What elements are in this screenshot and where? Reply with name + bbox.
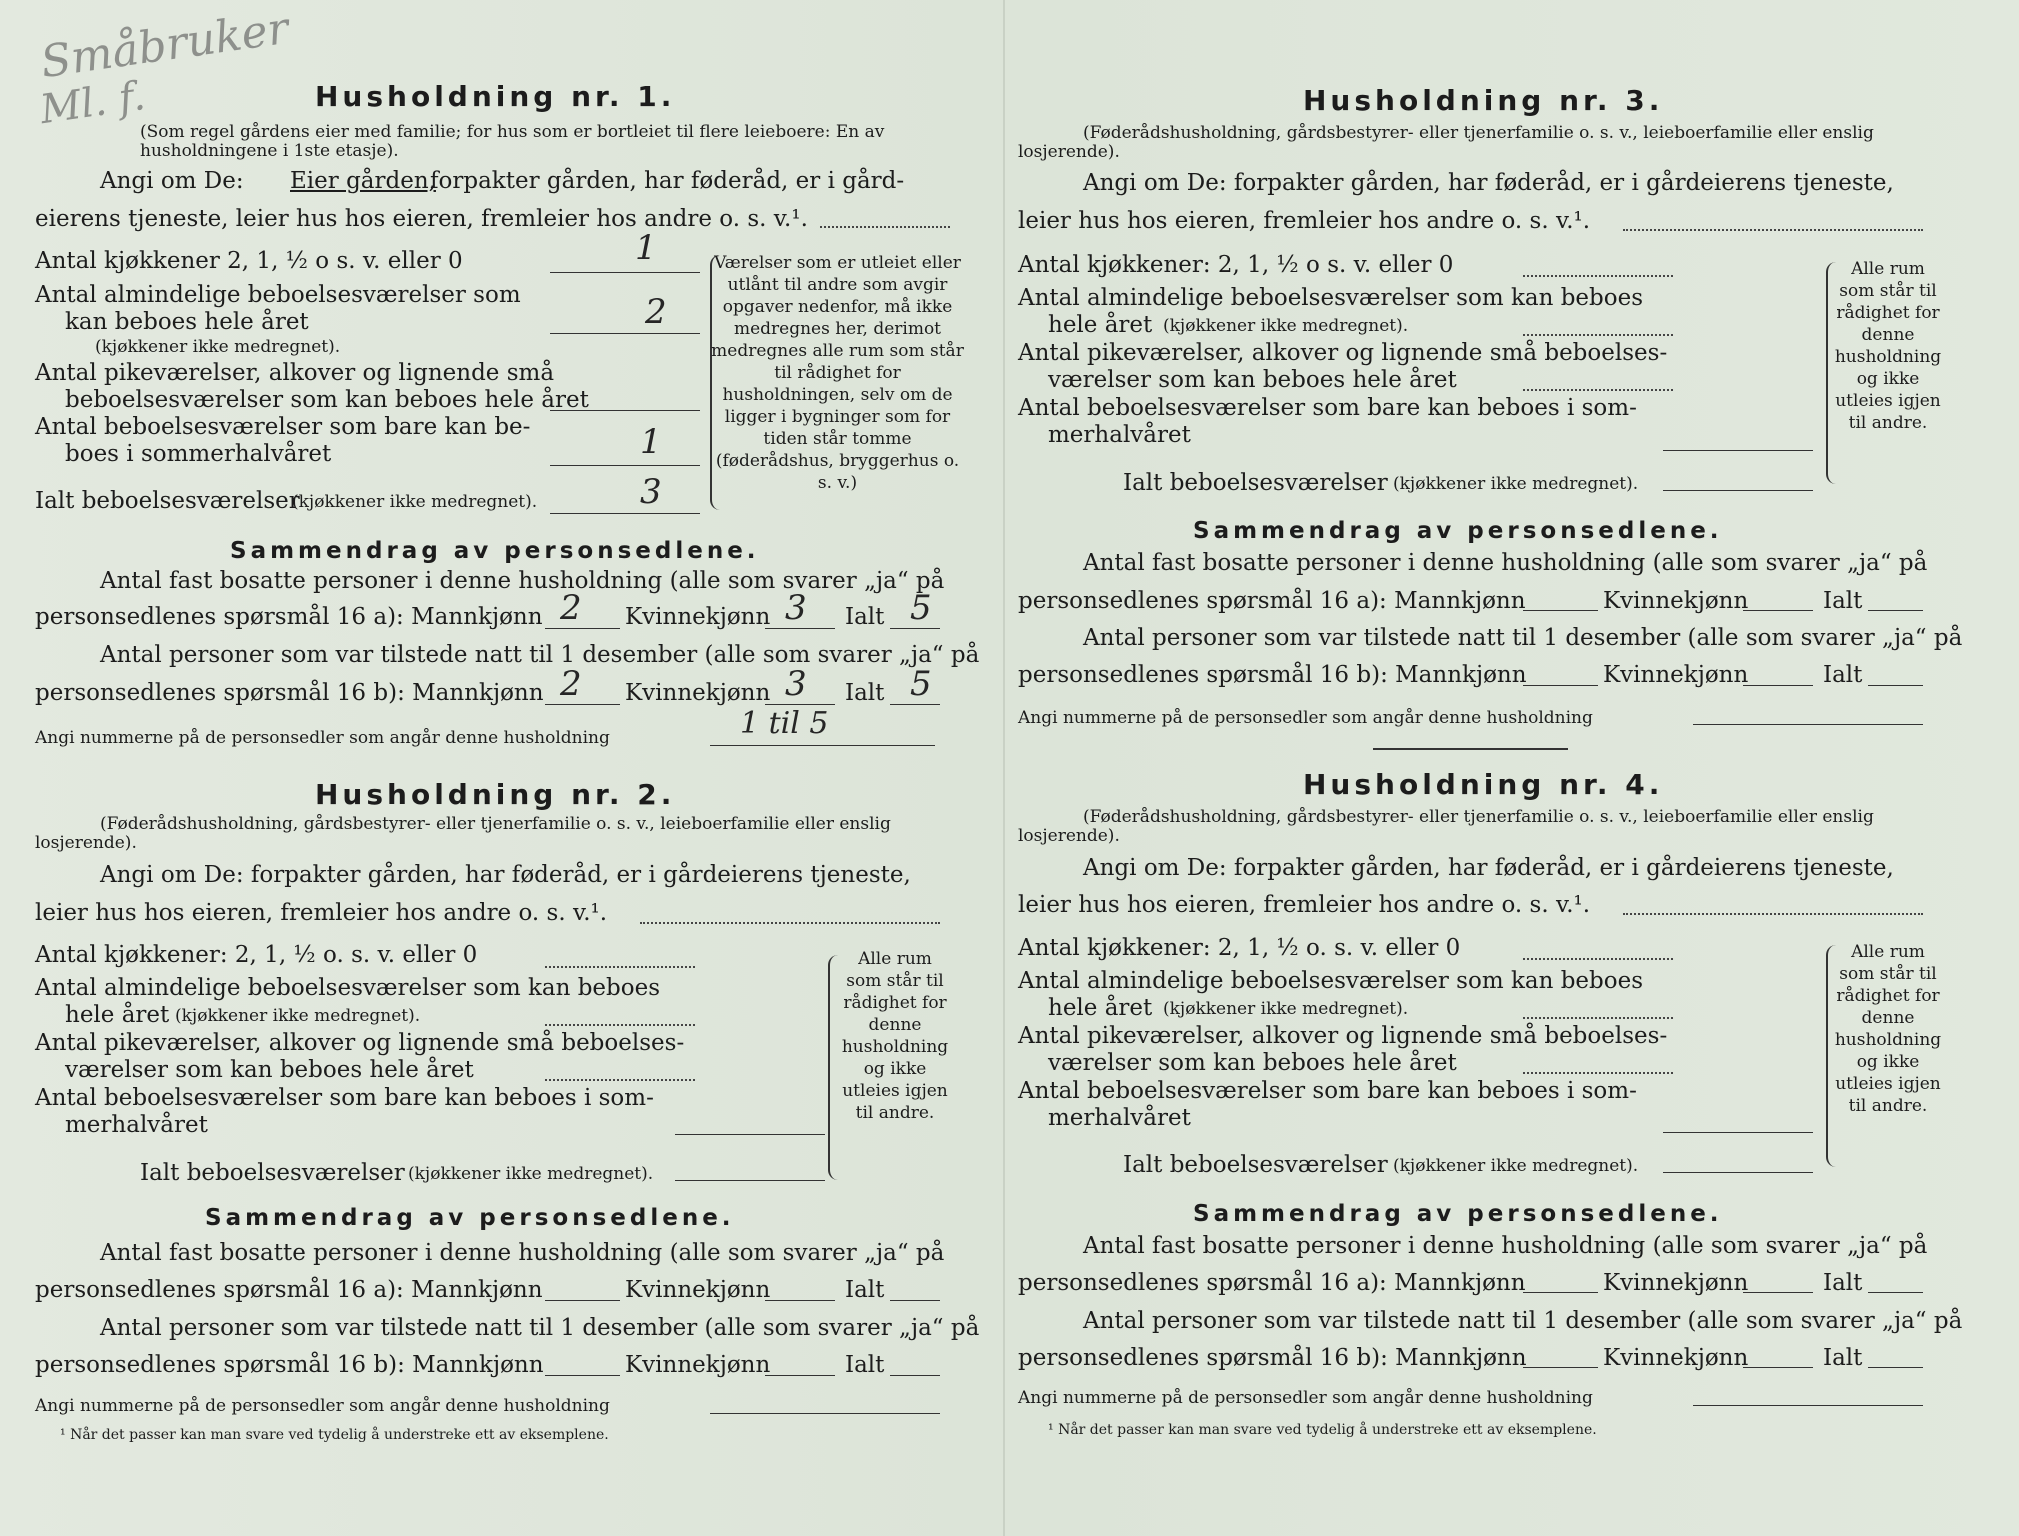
h4-footnote: ¹ Når det passer kan man svare ved tydelig å understreke ett av eksemplene. [1048, 1422, 1597, 1438]
h4-kjokken-line[interactable] [1523, 958, 1673, 960]
h4-fast-line1: Antal fast bosatte personer i denne husholdning (alle som svarer „ja“ på [1083, 1233, 1928, 1259]
h2-som-line1: Antal beboelsesværelser som bare kan beboes i som- [35, 1085, 654, 1111]
h1-alm-line2: kan beboes hele året [65, 309, 309, 335]
h2-alm-line[interactable] [545, 1024, 695, 1026]
h4-fast-line2: personsedlenes spørsmål 16 a): Mannkjønn [1018, 1270, 1526, 1296]
h1-til-m-line[interactable] [545, 704, 620, 705]
h2-angi-answer-line[interactable] [640, 922, 940, 924]
handwritten-stamp-code: Ml. f. [37, 72, 148, 134]
h4-alm-line1: Antal almindelige beboelsesværelser som kan beboes [1018, 968, 1644, 994]
h3-angi-line1: Angi om De: forpakter gården, har føderåd, er i gårdeierens tjeneste, [1083, 170, 1894, 196]
h3-fast-i-line[interactable] [1868, 610, 1923, 611]
h2-ialt-note: (kjøkkener ikke medregnet). [408, 1164, 654, 1184]
h3-kjokken-line[interactable] [1523, 275, 1673, 277]
h4-alm-line3: (kjøkkener ikke medregnet). [1163, 999, 1409, 1019]
h3-kjokken-label: Antal kjøkkener: 2, 1, ½ o s. v. eller 0 [1018, 252, 1454, 278]
h1-title: Husholdning nr. 1. [315, 80, 676, 113]
h1-som-line[interactable] [550, 465, 700, 466]
h1-til-i-line[interactable] [890, 704, 940, 705]
h4-sum-title: Sammendrag av personsedlene. [1193, 1201, 1723, 1227]
h4-side-note: Alle rum som står til rådighet for denne husholdning og ikke utleies igjen til andre. [1834, 942, 1942, 1116]
h1-til-i-value: 5 [910, 664, 932, 704]
h3-pike-line1: Antal pikeværelser, alkover og lignende små beboelses- [1018, 340, 1668, 366]
h4-angi-answer-line[interactable] [1623, 913, 1923, 915]
h3-ialt-line[interactable] [1663, 490, 1813, 491]
h4-til-m-line[interactable] [1523, 1367, 1598, 1368]
h1-fast-k-line[interactable] [765, 628, 835, 629]
h3-til-ialt: Ialt [1823, 662, 1863, 688]
h3-ialt-note: (kjøkkener ikke medregnet). [1393, 474, 1639, 494]
h1-fast-k-value: 3 [785, 588, 807, 628]
h2-fast-ialt: Ialt [845, 1277, 885, 1303]
h3-note: (Føderådshusholdning, gårdsbestyrer- eller tjenerfamilie o. s. v., leieboerfamilie eller enslig losjerende). [1018, 123, 1874, 162]
h1-angi-label: Angi om De: [100, 168, 244, 194]
h3-fast-k-line[interactable] [1743, 610, 1813, 611]
h4-fast-k-line[interactable] [1743, 1292, 1813, 1293]
h1-angi-line1: forpakter gården, har føderåd, er i gård- [430, 168, 905, 194]
h4-fast-m-line[interactable] [1523, 1292, 1598, 1293]
h1-til-m-value: 2 [560, 664, 582, 704]
h1-alm-line[interactable] [550, 333, 700, 334]
h1-alm-value: 2 [645, 292, 667, 332]
h3-til-k-line[interactable] [1743, 685, 1813, 686]
h1-num-line[interactable] [710, 745, 935, 746]
h4-pike-line1: Antal pikeværelser, alkover og lignende små beboelses- [1018, 1023, 1668, 1049]
h2-pike-line[interactable] [545, 1079, 695, 1081]
h1-sum-title: Sammendrag av personsedlene. [230, 538, 760, 564]
h1-note: (Som regel gårdens eier med familie; for hus som er bortleiet til flere leieboere: En av husholdningene i 1ste etasje). [140, 122, 885, 161]
h3-sum-title: Sammendrag av personsedlene. [1193, 518, 1723, 544]
h2-alm-line3: (kjøkkener ikke medregnet). [175, 1006, 421, 1026]
h4-til-ialt: Ialt [1823, 1345, 1863, 1371]
h2-fast-kvinne: Kvinnekjønn [625, 1277, 771, 1303]
h2-num-label: Angi nummerne på de personsedler som angår denne husholdning [35, 1396, 610, 1416]
h2-til-line2: personsedlenes spørsmål 16 b): Mannkjønn [35, 1352, 544, 1378]
h1-fast-m-line[interactable] [545, 628, 620, 629]
h2-note: (Føderådshusholdning, gårdsbestyrer- eller tjenerfamilie o. s. v., leieboerfamilie eller enslig losjerende). [35, 814, 891, 853]
h4-angi-line1: Angi om De: forpakter gården, har føderåd, er i gårdeierens tjeneste, [1083, 855, 1894, 881]
page-fold [1003, 0, 1005, 1536]
h4-angi-line2: leier hus hos eieren, fremleier hos andre o. s. v.¹. [1018, 892, 1591, 918]
h3-til-kvinne: Kvinnekjønn [1603, 662, 1749, 688]
h1-som-value: 1 [640, 422, 662, 462]
h1-til-k-value: 3 [785, 664, 807, 704]
h2-ialt-line[interactable] [675, 1180, 825, 1181]
h1-til-ialt: Ialt [845, 680, 885, 706]
h1-fast-line2: personsedlenes spørsmål 16 a): Mannkjønn [35, 604, 543, 630]
h4-ialt-note: (kjøkkener ikke medregnet). [1393, 1156, 1639, 1176]
h2-angi-line1: Angi om De: forpakter gården, har føderåd, er i gårdeierens tjeneste, [100, 862, 911, 888]
h2-fast-line1: Antal fast bosatte personer i denne husholdning (alle som svarer „ja“ på [100, 1240, 945, 1266]
h3-fast-line1: Antal fast bosatte personer i denne husholdning (alle som svarer „ja“ på [1083, 550, 1928, 576]
h3-alm-line1: Antal almindelige beboelsesværelser som kan beboes [1018, 285, 1644, 311]
h2-kjokken-line[interactable] [545, 966, 695, 968]
h4-til-kvinne: Kvinnekjønn [1603, 1345, 1749, 1371]
h1-til-kvinne: Kvinnekjønn [625, 680, 771, 706]
h1-fast-ialt: Ialt [845, 604, 885, 630]
h4-som-line1: Antal beboelsesværelser som bare kan beboes i som- [1018, 1078, 1637, 1104]
h3-angi-line2: leier hus hos eieren, fremleier hos andre o. s. v.¹. [1018, 208, 1591, 234]
h4-til-line2: personsedlenes spørsmål 16 b): Mannkjønn [1018, 1345, 1527, 1371]
h4-fast-ialt: Ialt [1823, 1270, 1863, 1296]
h2-til-ialt: Ialt [845, 1352, 885, 1378]
h1-ialt-label: Ialt beboelsesværelser [35, 488, 300, 514]
h1-fast-i-line[interactable] [890, 628, 940, 629]
h4-som-line2: merhalvåret [1048, 1105, 1191, 1131]
h2-fast-m-line[interactable] [545, 1300, 620, 1301]
h2-sum-title: Sammendrag av personsedlene. [205, 1205, 735, 1231]
h2-kjokken-label: Antal kjøkkener: 2, 1, ½ o. s. v. eller 0 [35, 942, 478, 968]
h3-fast-line2: personsedlenes spørsmål 16 a): Mannkjønn [1018, 588, 1526, 614]
h1-ialt-note: (kjøkkener ikke medregnet). [292, 492, 538, 512]
h1-ialt-value: 3 [640, 472, 662, 512]
h2-alm-line2: hele året [65, 1002, 170, 1028]
h4-num-line[interactable] [1693, 1405, 1923, 1406]
h2-til-i-line[interactable] [890, 1375, 940, 1376]
h3-fast-m-line[interactable] [1523, 610, 1598, 611]
h1-num-value: 1 til 5 [740, 706, 829, 741]
h1-pike-line1: Antal pikeværelser, alkover og lignende små [35, 360, 555, 386]
h1-alm-line3: (kjøkkener ikke medregnet). [95, 337, 341, 357]
h1-alm-line1: Antal almindelige beboelsesværelser som [35, 282, 521, 308]
handwritten-stamp-smabruker: Småbruker [37, 2, 292, 89]
h3-pike-line[interactable] [1523, 389, 1673, 391]
h3-side-note: Alle rum som står til rådighet for denne husholdning og ikke utleies igjen til andre. [1834, 259, 1942, 433]
h1-fast-kvinne: Kvinnekjønn [625, 604, 771, 630]
h3-fast-kvinne: Kvinnekjønn [1603, 588, 1749, 614]
h1-angi-answer-line[interactable] [820, 226, 950, 228]
h3-til-line2: personsedlenes spørsmål 16 b): Mannkjønn [1018, 662, 1527, 688]
h3-som-line[interactable] [1663, 450, 1813, 451]
h1-fast-i-value: 5 [910, 588, 932, 628]
h1-til-k-line[interactable] [765, 704, 835, 705]
h2-num-line[interactable] [710, 1413, 940, 1414]
h1-pike-line2: beboelsesværelser som kan beboes hele året [65, 387, 589, 413]
h1-kjokken-label: Antal kjøkkener 2, 1, ½ o s. v. eller 0 [35, 248, 463, 274]
h2-side-note: Alle rum som står til rådighet for denne husholdning og ikke utleies igjen til andre. [841, 949, 949, 1123]
h4-fast-kvinne: Kvinnekjønn [1603, 1270, 1749, 1296]
h3-alm-line2: hele året [1048, 312, 1153, 338]
h1-angi-eier[interactable]: Eier gården, [290, 168, 436, 194]
h2-til-m-line[interactable] [545, 1375, 620, 1376]
h1-kjokken-value: 1 [635, 228, 657, 268]
h2-angi-line2: leier hus hos eieren, fremleier hos andre o. s. v.¹. [35, 900, 608, 926]
h4-title: Husholdning nr. 4. [1303, 768, 1664, 801]
h4-alm-line2: hele året [1048, 995, 1153, 1021]
h2-pike-line1: Antal pikeværelser, alkover og lignende små beboelses- [35, 1030, 685, 1056]
h1-som-line1: Antal beboelsesværelser som bare kan be- [35, 414, 531, 440]
h1-ialt-line[interactable] [550, 513, 700, 514]
h4-ialt-label: Ialt beboelsesværelser [1123, 1152, 1388, 1178]
h1-som-line2: boes i sommerhalvåret [65, 441, 332, 467]
h2-som-line[interactable] [675, 1134, 825, 1135]
h1-kjokken-line[interactable] [550, 272, 700, 273]
h4-til-line1: Antal personer som var tilstede natt til 1 desember (alle som svarer „ja“ på [1083, 1308, 1963, 1334]
h3-angi-answer-line[interactable] [1623, 229, 1923, 231]
h3-til-m-line[interactable] [1523, 685, 1598, 686]
h3-til-line1: Antal personer som var tilstede natt til 1 desember (alle som svarer „ja“ på [1083, 625, 1963, 651]
h2-til-k-line[interactable] [765, 1375, 835, 1376]
h4-note: (Føderådshusholdning, gårdsbestyrer- eller tjenerfamilie o. s. v., leieboerfamilie eller enslig losjerende). [1018, 807, 1874, 846]
h1-fast-line1: Antal fast bosatte personer i denne husholdning (alle som svarer „ja“ på [100, 568, 945, 594]
h1-pike-line[interactable] [550, 410, 700, 411]
h1-fast-m-value: 2 [560, 588, 582, 628]
h3-pike-line2: værelser som kan beboes hele året [1048, 367, 1457, 393]
h3-til-i-line[interactable] [1868, 685, 1923, 686]
h3-som-line2: merhalvåret [1048, 422, 1191, 448]
h4-pike-line[interactable] [1523, 1072, 1673, 1074]
h2-footnote: ¹ Når det passer kan man svare ved tydelig å understreke ett av eksemplene. [60, 1427, 609, 1443]
h4-alm-line[interactable] [1523, 1017, 1673, 1019]
h4-som-line[interactable] [1663, 1132, 1813, 1133]
h2-som-line2: merhalvåret [65, 1112, 208, 1138]
h1-til-line1: Antal personer som var tilstede natt til 1 desember (alle som svarer „ja“ på [100, 642, 980, 668]
h3-num-label: Angi nummerne på de personsedler som angår denne husholdning [1018, 708, 1593, 728]
h4-ialt-line[interactable] [1663, 1172, 1813, 1173]
h2-fast-i-line[interactable] [890, 1300, 940, 1301]
h3-som-line1: Antal beboelsesværelser som bare kan beboes i som- [1018, 395, 1637, 421]
h2-til-kvinne: Kvinnekjønn [625, 1352, 771, 1378]
h4-til-i-line[interactable] [1868, 1367, 1923, 1368]
section-divider [1373, 748, 1568, 750]
h1-side-note: Værelser som er utleiet eller utlånt til andre som avgir opgaver nedenfor, må ikke medregnes her, derimot medregnes alle rum som står til rådighet for husholdningen, selv om de ligger i bygninger som for tiden står tomme (føderådshus, bryggerhus o. s. v.) [711, 253, 964, 493]
h2-title: Husholdning nr. 2. [315, 778, 676, 811]
h4-til-k-line[interactable] [1743, 1367, 1813, 1368]
h3-alm-line3: (kjøkkener ikke medregnet). [1163, 316, 1409, 336]
h2-fast-line2: personsedlenes spørsmål 16 a): Mannkjønn [35, 1277, 543, 1303]
h1-til-line2: personsedlenes spørsmål 16 b): Mannkjønn [35, 680, 544, 706]
h2-pike-line2: værelser som kan beboes hele året [65, 1057, 474, 1083]
h3-alm-line[interactable] [1523, 334, 1673, 336]
h4-fast-i-line[interactable] [1868, 1292, 1923, 1293]
h2-ialt-label: Ialt beboelsesværelser [140, 1160, 405, 1186]
h1-angi-line2: eierens tjeneste, leier hus hos eieren, fremleier hos andre o. s. v.¹. [35, 206, 808, 232]
h1-num-label: Angi nummerne på de personsedler som angår denne husholdning [35, 728, 610, 748]
h2-alm-line1: Antal almindelige beboelsesværelser som kan beboes [35, 975, 661, 1001]
h2-fast-k-line[interactable] [765, 1300, 835, 1301]
h3-num-line[interactable] [1693, 724, 1923, 725]
h3-fast-ialt: Ialt [1823, 588, 1863, 614]
h3-ialt-label: Ialt beboelsesværelser [1123, 470, 1388, 496]
left-page [30, 0, 980, 1536]
right-page [1018, 0, 1963, 1536]
h2-til-line1: Antal personer som var tilstede natt til 1 desember (alle som svarer „ja“ på [100, 1315, 980, 1341]
h4-num-label: Angi nummerne på de personsedler som angår denne husholdning [1018, 1388, 1593, 1408]
h4-pike-line2: værelser som kan beboes hele året [1048, 1050, 1457, 1076]
h3-title: Husholdning nr. 3. [1303, 84, 1664, 117]
h4-kjokken-label: Antal kjøkkener: 2, 1, ½ o. s. v. eller 0 [1018, 935, 1461, 961]
